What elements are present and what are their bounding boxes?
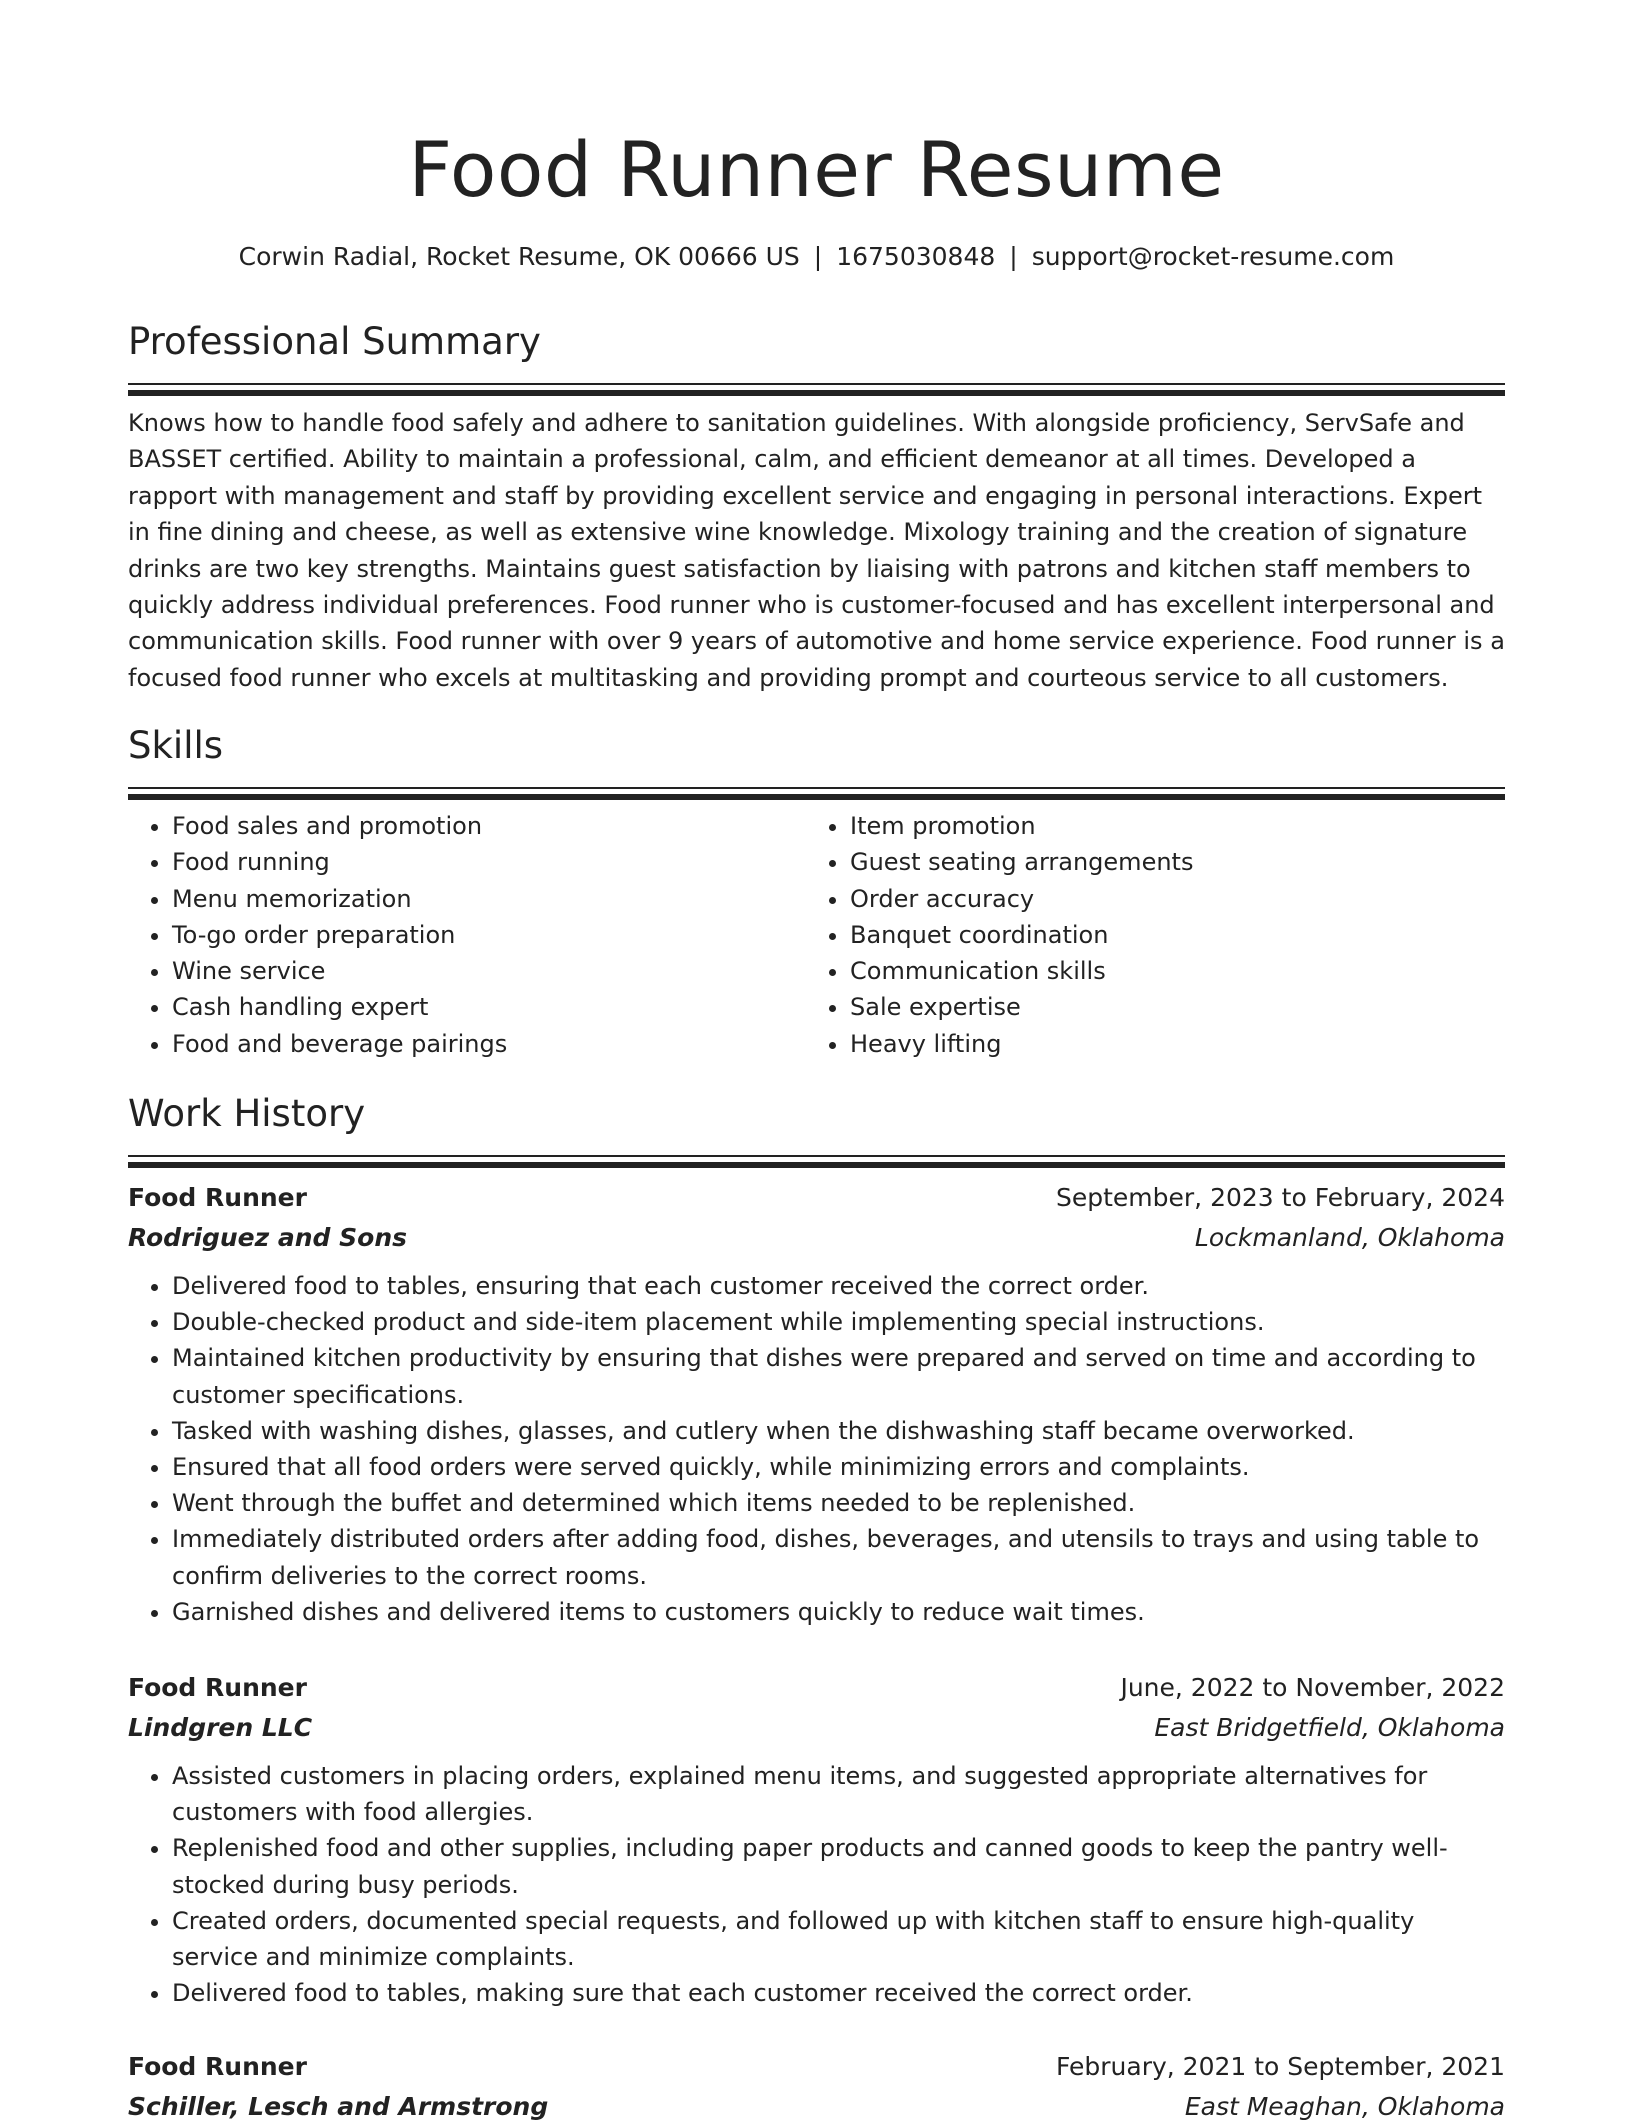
job-bullet: • Delivered food to tables, ensuring that each customer received the correct order. [172, 1268, 1505, 1304]
job-bullets [128, 1758, 1505, 2011]
skill-item: • Food and beverage pairings [172, 1026, 806, 1062]
contact-email[interactable]: support@rocket-resume.com [1031, 242, 1395, 271]
work-heading: Work History [128, 1092, 366, 1135]
skill-item: • Order accuracy [850, 881, 1484, 917]
section-rule-thick [128, 390, 1505, 396]
skill-item: • Cash handling expert [172, 989, 806, 1025]
skills-list [128, 808, 1505, 1062]
section-rule-thin [128, 787, 1505, 789]
section-rule-thin [128, 383, 1505, 385]
section-rule-thick [128, 1162, 1505, 1168]
job-title: Food Runner [128, 2052, 307, 2081]
job-title: Food Runner [128, 1183, 307, 1212]
skill-item: • To-go order preparation [172, 917, 806, 953]
job-company-row [128, 1708, 1505, 1748]
contact-line [128, 237, 1505, 277]
job-entry [128, 1178, 1505, 1630]
skills-column-left [128, 808, 806, 1062]
contact-separator: | [1009, 242, 1018, 271]
skill-item: • Sale expertise [850, 989, 1484, 1025]
job-company-row [128, 2087, 1505, 2127]
skill-item: • Banquet coordination [850, 917, 1484, 953]
work-section-header [128, 1089, 1505, 1168]
skill-item: • Menu memorization [172, 881, 806, 917]
job-bullet: • Garnished dishes and delivered items to customers quickly to reduce wait times. [172, 1594, 1505, 1630]
job-bullet: • Created orders, documented special requests, and followed up with kitchen staff to ensure high-quality service and minimize complaints. [172, 1903, 1505, 1975]
job-header-row [128, 2047, 1505, 2087]
job-header-row [128, 1178, 1505, 1218]
job-bullet: • Ensured that all food orders were served quickly, while minimizing errors and complaints. [172, 1449, 1505, 1485]
job-bullet: • Delivered food to tables, making sure that each customer received the correct order. [172, 1975, 1505, 2011]
job-company: Lindgren LLC [128, 1713, 313, 1742]
job-dates: June, 2022 to November, 2022 [1120, 1673, 1505, 1702]
skills-section-header [128, 721, 1505, 800]
summary-heading: Professional Summary [128, 320, 541, 363]
skill-item: • Communication skills [850, 953, 1484, 989]
job-bullet: • Tasked with washing dishes, glasses, and cutlery when the dishwashing staff became overworked. [172, 1413, 1505, 1449]
section-rule-thin [128, 1155, 1505, 1157]
skill-item: • Heavy lifting [850, 1026, 1484, 1062]
job-bullet: • Double-checked product and side-item placement while implementing special instructions. [172, 1304, 1505, 1340]
skill-item: • Guest seating arrangements [850, 844, 1484, 880]
skill-item: • Wine service [172, 953, 806, 989]
job-location: East Meaghan, Oklahoma [1184, 2092, 1505, 2121]
job-bullet: • Assisted customers in placing orders, explained menu items, and suggested appropriate alternatives for customers with food allergies. [172, 1758, 1505, 1830]
job-location: East Bridgetfield, Oklahoma [1154, 1713, 1505, 1742]
job-header-row [128, 1668, 1505, 1708]
job-company: Schiller, Lesch and Armstrong [128, 2092, 549, 2121]
job-bullets [128, 1268, 1505, 1630]
job-company: Rodriguez and Sons [128, 1223, 408, 1252]
job-bullet: • Replenished food and other supplies, including paper products and canned goods to keep the pantry well-stocked during busy periods. [172, 1830, 1505, 1902]
job-bullet: • Immediately distributed orders after adding food, dishes, beverages, and utensils to trays and using table to confirm deliveries to the correct rooms. [172, 1521, 1505, 1593]
contact-separator: | [813, 242, 823, 271]
job-dates: September, 2023 to February, 2024 [1056, 1183, 1505, 1212]
job-entry [128, 1668, 1505, 2011]
job-location: Lockmanland, Oklahoma [1194, 1223, 1505, 1252]
skills-heading: Skills [128, 724, 224, 767]
job-bullet: • Went through the buffet and determined which items needed to be replenished. [172, 1485, 1505, 1521]
contact-phone: 1675030848 [836, 242, 996, 271]
job-bullet: • Maintained kitchen productivity by ensuring that dishes were prepared and served on time and according to customer specifications. [172, 1340, 1505, 1412]
section-rule-thick [128, 794, 1505, 800]
job-dates: February, 2021 to September, 2021 [1056, 2052, 1505, 2081]
summary-paragraph: Knows how to handle food safely and adhere to sanitation guidelines. With alongside proficiency, ServSafe and BASSET certified. Ability to maintain a professional, calm, and efficient demeanor at all times. Developed a rapport with management and staff by providing excellent service and engaging in personal interactions. Expert in fine dining and cheese, as well as extensive wine knowledge. Mixology training and the creation of signature drinks are two key strengths. Maintains guest satisfaction by liaising with patrons and kitchen staff members to quickly address individual preferences. Food runner who is customer-focused and has excellent interpersonal and communication skills. Food runner with over 9 years of automotive and home service experience. Food runner is a focused food runner who excels at multitasking and providing prompt and courteous service to all customers. [128, 409, 1505, 692]
job-company-row [128, 1218, 1505, 1258]
job-entry [128, 2047, 1505, 2127]
skill-item: • Food running [172, 844, 806, 880]
job-title: Food Runner [128, 1673, 307, 1702]
resume-title: Food Runner Resume [408, 125, 1225, 214]
skills-column-right [806, 808, 1484, 1062]
contact-address: Corwin Radial, Rocket Resume, OK 00666 US [238, 242, 800, 271]
skill-item: • Item promotion [850, 808, 1484, 844]
summary-section-header [128, 317, 1505, 396]
skill-item: • Food sales and promotion [172, 808, 806, 844]
